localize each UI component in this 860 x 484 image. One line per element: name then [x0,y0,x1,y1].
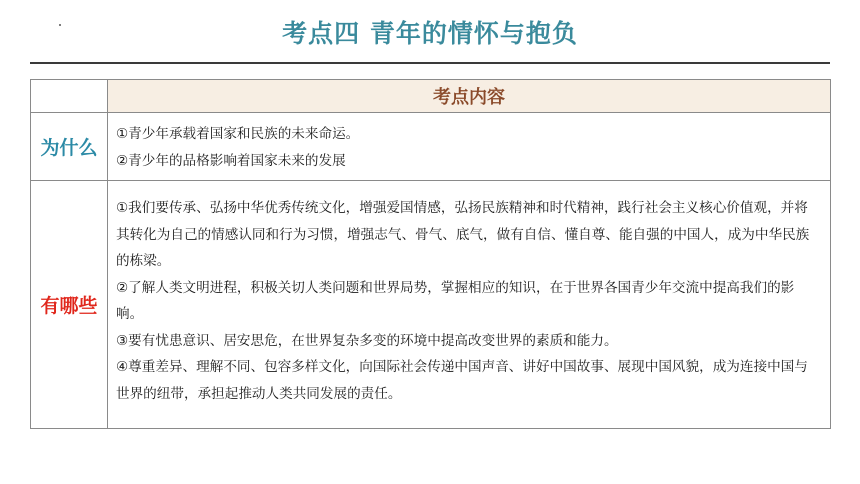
table-header-row [31,80,831,113]
table-row [31,113,831,181]
content-line: ②青少年的品格影响着国家未来的发展 [116,152,346,169]
title-divider [30,62,830,64]
content-line: ④尊重差异、理解不同、包容多样文化，向国际社会传递中国声音、讲好中国故事、展现中国风貌，成为连接中国与世界的纽带，承担起推动人类共同发展的责任。 [116,359,808,402]
content-line: ①青少年承载着国家和民族的未来命运。 [116,126,360,142]
page-title: 考点四 青年的情怀与抱负 [282,19,578,48]
table-header: 考点内容 [108,80,831,113]
row-content-why [108,113,831,181]
content-line: ③要有忧患意识、居安思危，在世界复杂多变的环境中提高改变世界的素质和能力。 [116,332,618,349]
content-table [30,79,831,429]
row-content-what [108,181,831,429]
row-label-what: 有哪些 [31,181,108,429]
content-line: ②了解人类文明进程，积极关切人类问题和世界局势，掌握相应的知识，在于世界各国青少年交流中提高我们的影响。 [116,279,795,322]
table-row [31,181,831,429]
header-empty-cell [31,80,108,113]
content-line: ①我们要传承、弘扬中华优秀传统文化，增强爱国情感，弘扬民族精神和时代精神，践行社会主义核心价值观，并将其转化为自己的情感认同和行为习惯，增强志气、骨气、底气，做有自信、懂自尊、能自强的中国人，成为中华民族的栋梁。 [116,200,810,269]
row-label-why: 为什么 [31,113,108,181]
